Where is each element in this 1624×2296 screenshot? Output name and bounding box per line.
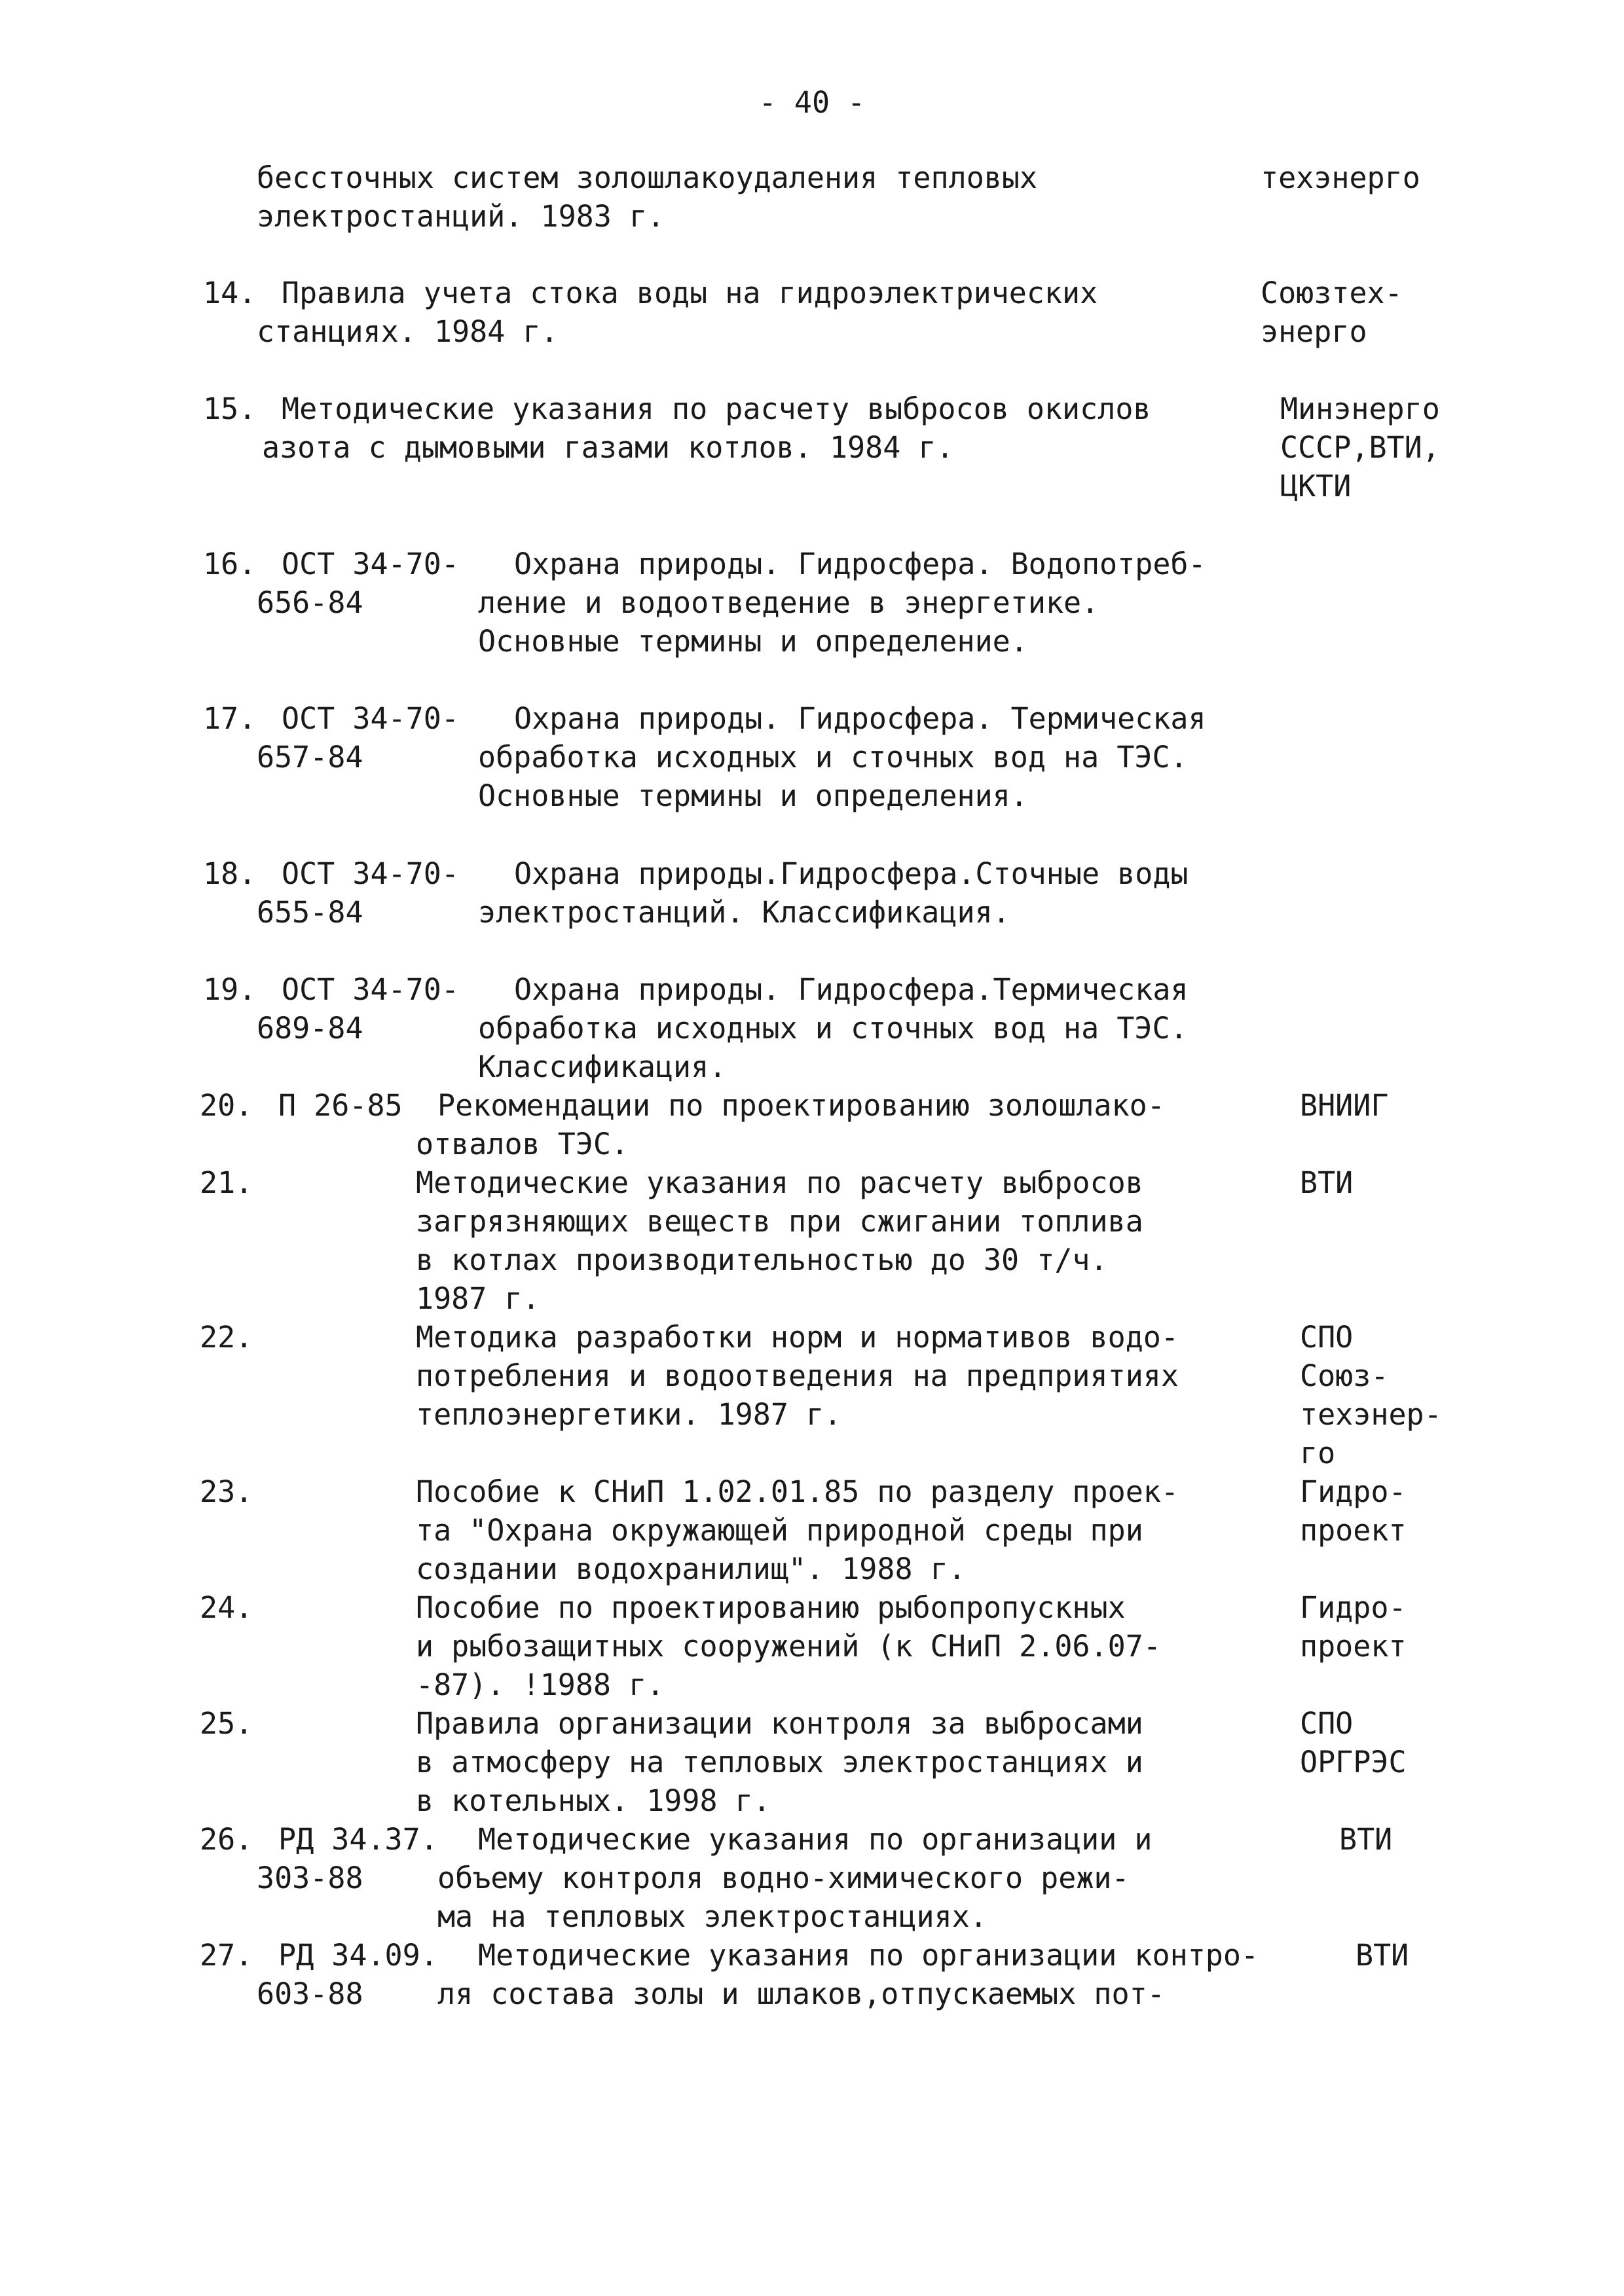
entry-19-number: 19.: [203, 972, 257, 1007]
entry-26-code-line-2: 303-88: [257, 1861, 363, 1895]
entry-23-number: 23.: [200, 1474, 253, 1509]
entry-17-text-line-3: Основные термины и определения.: [478, 778, 1028, 813]
entry-25-text-line-1: Правила организации контроля за выбросами: [416, 1706, 1143, 1741]
entry-18-text-line-2: электростанций. Классификация.: [478, 895, 1010, 930]
entry-22-org-line-4: го: [1300, 1436, 1336, 1470]
entry-26-text-line-2: объему контроля водно-химического режи-: [437, 1861, 1130, 1895]
entry-27-text-line-2: ля состава золы и шлаков,отпускаемых пот-: [437, 1977, 1165, 2011]
entry-21-text-line-1: Методические указания по расчету выбросов: [416, 1165, 1143, 1200]
entry-17-text-line-1: Охрана природы. Гидросфера. Термическая: [514, 701, 1206, 736]
entry-13-text-line-2: электростанций. 1983 г.: [257, 199, 665, 234]
entry-16-text-line-3: Основные термины и определение.: [478, 624, 1028, 659]
entry-27-code-line-2: 603-88: [257, 1977, 363, 2011]
entry-23-text-line-1: Пособие к СНиП 1.02.01.85 по разделу проек-: [416, 1474, 1179, 1509]
entry-18-code-line-1: ОСТ 34-70-: [282, 856, 459, 891]
entry-15-number: 15.: [203, 392, 257, 426]
entry-27-code-line-1: РД 34.09.: [278, 1938, 438, 1973]
entry-24-text-line-2: и рыбозащитных сооружений (к СНиП 2.06.07-: [416, 1629, 1161, 1664]
entry-15-text-line-2: азота с дымовыми газами котлов. 1984 г.: [262, 430, 954, 465]
entry-13-org-line-1: техэнерго: [1261, 160, 1420, 195]
entry-17-code-line-1: ОСТ 34-70-: [282, 701, 459, 736]
entry-18-text-line-1: Охрана природы.Гидросфера.Сточные воды: [514, 856, 1189, 891]
entry-19-text-line-3: Классификация.: [478, 1049, 727, 1084]
entry-21-text-line-4: 1987 г.: [416, 1281, 540, 1316]
entry-17-text-line-2: обработка исходных и сточных вод на ТЭС.: [478, 740, 1188, 774]
entry-21-text-line-2: загрязняющих веществ при сжигании топлива: [416, 1204, 1143, 1239]
entry-20-org: ВНИИГ: [1300, 1088, 1389, 1123]
entry-16-text-line-1: Охрана природы. Гидросфера. Водопотреб-: [514, 547, 1206, 581]
page-number: - 40 -: [758, 85, 866, 120]
entry-13-text-line-1: бессточных систем золошлакоудаления тепловых: [257, 160, 1038, 195]
entry-22-text-line-1: Методика разработки норм и нормативов водо-: [416, 1320, 1179, 1355]
entry-15-org-line-3: ЦКТИ: [1280, 469, 1352, 503]
entry-25-org-line-1: СПО: [1300, 1706, 1354, 1741]
entry-14-org-line-1: Союзтех-: [1261, 276, 1403, 310]
entry-24-org-line-1: Гидро-: [1300, 1590, 1407, 1625]
entry-17-number: 17.: [203, 701, 257, 736]
entry-22-org-line-1: СПО: [1300, 1320, 1354, 1355]
entry-25-text-line-2: в атмосферу на тепловых электростанциях и: [416, 1745, 1143, 1779]
entry-16-number: 16.: [203, 547, 257, 581]
entry-27-text-line-1: Методические указания по организации контро-: [478, 1938, 1259, 1973]
entry-23-text-line-2: та "Охрана окружающей природной среды при: [416, 1513, 1143, 1548]
entry-22-org-line-3: техэнер-: [1300, 1397, 1442, 1432]
entry-14-text-line-2: станциях. 1984 г.: [257, 314, 559, 349]
entry-26-text-line-3: ма на тепловых электростанциях.: [437, 1899, 987, 1934]
entry-25-text-line-3: в котельных. 1998 г.: [416, 1783, 771, 1818]
entry-25-org-line-2: ОРГРЭС: [1300, 1745, 1407, 1779]
entry-16-code-line-2: 656-84: [257, 585, 363, 620]
entry-19-code-line-2: 689-84: [257, 1011, 363, 1046]
entry-15-org-line-1: Минэнерго: [1280, 392, 1440, 426]
entry-19-text-line-1: Охрана природы. Гидросфера.Термическая: [514, 972, 1189, 1007]
entry-22-text-line-2: потребления и водоотведения на предприятиях: [416, 1358, 1179, 1393]
entry-27-org: ВТИ: [1356, 1938, 1409, 1973]
entry-22-number: 22.: [200, 1320, 253, 1355]
entry-14-org-line-2: энерго: [1261, 314, 1367, 349]
entry-19-text-line-2: обработка исходных и сточных вод на ТЭС.: [478, 1011, 1188, 1046]
entry-16-code-line-1: ОСТ 34-70-: [282, 547, 459, 581]
entry-26-org: ВТИ: [1339, 1822, 1393, 1857]
entry-19-code-line-1: ОСТ 34-70-: [282, 972, 459, 1007]
entry-20-code: П 26-85: [278, 1088, 403, 1123]
entry-23-org-line-2: проект: [1300, 1513, 1407, 1548]
entry-21-org: ВТИ: [1300, 1165, 1354, 1200]
entry-23-org-line-1: Гидро-: [1300, 1474, 1407, 1509]
entry-14-number: 14.: [203, 276, 257, 310]
entry-24-text-line-3: -87). !1988 г.: [416, 1667, 665, 1702]
entry-20-number: 20.: [200, 1088, 253, 1123]
entry-20-text-line-1: Рекомендации по проектированию золошлако-: [437, 1088, 1165, 1123]
entry-23-text-line-3: создании водохранилищ". 1988 г.: [416, 1552, 966, 1586]
entry-22-text-line-3: теплоэнергетики. 1987 г.: [416, 1397, 842, 1432]
entry-26-text-line-1: Методические указания по организации и: [478, 1822, 1153, 1857]
entry-15-text-line-1: Методические указания по расчету выбросов окислов: [282, 392, 1151, 426]
entry-22-org-line-2: Союз-: [1300, 1358, 1389, 1393]
entry-26-number: 26.: [200, 1822, 253, 1857]
entry-27-number: 27.: [200, 1938, 253, 1973]
entry-17-code-line-2: 657-84: [257, 740, 363, 774]
entry-18-number: 18.: [203, 856, 257, 891]
entry-20-text-line-2: отвалов ТЭС.: [416, 1127, 629, 1161]
entry-18-code-line-2: 655-84: [257, 895, 363, 930]
entry-21-text-line-3: в котлах производительностью до 30 т/ч.: [416, 1243, 1108, 1277]
entry-24-text-line-1: Пособие по проектированию рыбопропускных: [416, 1590, 1126, 1625]
entry-21-number: 21.: [200, 1165, 253, 1200]
entry-14-text-line-1: Правила учета стока воды на гидроэлектрических: [282, 276, 1098, 310]
entry-25-number: 25.: [200, 1706, 253, 1741]
entry-26-code-line-1: РД 34.37.: [278, 1822, 438, 1857]
entry-24-number: 24.: [200, 1590, 253, 1625]
entry-15-org-line-2: СССР,ВТИ,: [1280, 430, 1440, 465]
entry-16-text-line-2: ление и водоотведение в энергетике.: [478, 585, 1099, 620]
entry-24-org-line-2: проект: [1300, 1629, 1407, 1664]
